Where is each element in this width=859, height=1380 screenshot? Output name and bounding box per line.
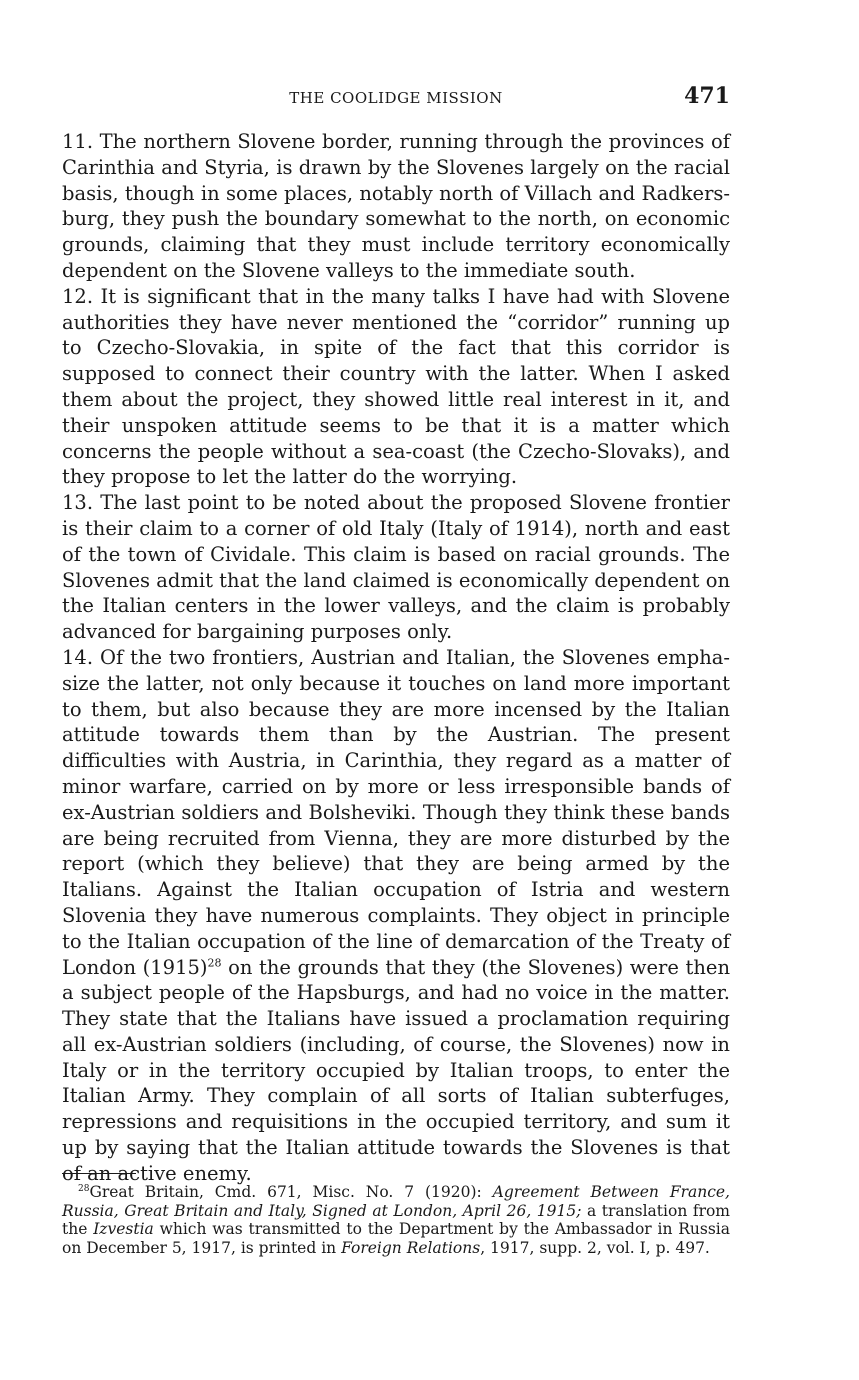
footnote-text-4: , 1917, supp. 2, vol. I, p. 497. [480, 1238, 710, 1257]
body-text [62, 129, 730, 1187]
page-header [62, 83, 730, 113]
footnote-divider [62, 1173, 136, 1174]
running-title: THE COOLIDGE MISSION [289, 89, 503, 107]
footnote-title-foreign-relations: Foreign Relations [341, 1238, 481, 1257]
paragraph-14 [62, 645, 730, 1187]
footnote-text-2: a translation from the [62, 1201, 731, 1238]
footnote-reference[interactable]: 28 [207, 956, 222, 969]
footnote-title-izvestia: Izvestia [93, 1220, 154, 1238]
footnote [62, 1183, 730, 1257]
footnote-marker: 28 [78, 1183, 90, 1194]
page-number: 471 [684, 83, 730, 109]
paragraph-11: 11. The northern Slovene border, running through the provinces of Carinthia and Styria, is drawn by the Slovenes largely on the racial basis, though in some places, notably north of Villach and Radkersburg, they push the boundary somewhat to the north, on economic grounds, claiming that they must include territory economically dependent on the Slovene valleys to the immediate south. [62, 130, 730, 282]
paragraph-12: 12. It is significant that in the many talks I have had with Slovene authorities they have never mentioned the “corridor” running up to Czecho-Slovakia, in spite of the fact that this corridor is supposed to connect their country with the latter. When I asked them about the project, they showed little real interest in it, and their unspoken attitude seems to be that it is a matter which concerns the people without a sea-coast (the Czecho-Slovaks), and they propose to let the latter do the worrying. [62, 284, 730, 489]
footnote-title-agreement: Agreement Between France, Russia, Great Britain and Italy, Signed at London, April 26, 1915; [62, 1183, 730, 1220]
paragraph-14-text-a: 14. Of the two frontiers, Austrian and Italian, the Slovenes emphasize the latter, not only because it touches on land more important to them, but also because they are more incensed by the Italian attitude towards them than by the Austrian. The present difficulties with Austria, in Carinthia, they regard as a matter of minor warfare, carried on by more or less irresponsible bands of ex-Austrian soldiers and Bolsheviki. Though they think these bands are being recruited from Vienna, they are more disturbed by the report (which they believe) that they are being armed by the Italians. Against the Italian occupation of Istria and western Slovenia they have numerous complaints. They object in principle to the Italian occupation of the line of demarcation of the Treaty of London (1915) [62, 645, 730, 979]
paragraph-14-text-b: on the grounds that they (the Slovenes) were then a subject people of the Hapsburgs, and had no voice in the matter. They state that the Italians have issued a proclamation requiring all ex-Austrian soldiers (including, of course, the Slovenes) now in Italy or in the territory occupied by Italian troops, to enter the Italian Army. They complain of all sorts of Italian subterfuges, repressions and requisitions in the occupied territory, and sum it up by saying that the Italian attitude towards the Slovenes is that of an active enemy. [62, 955, 730, 1185]
footnote-text-1: Great Britain, Cmd. 671, Misc. No. 7 (1920): [89, 1183, 493, 1201]
footnote-text-3: which was transmitted to the Department by the Ambassador in Russia on December 5, 1917, is printed in [62, 1220, 730, 1257]
paragraph-13: 13. The last point to be noted about the proposed Slovene frontier is their claim to a corner of old Italy (Italy of 1914), north and east of the town of Cividale. This claim is based on racial grounds. The Slovenes admit that the land claimed is economically dependent on the Italian centers in the lower valleys, and the claim is probably advanced for bargaining purposes only. [62, 491, 730, 644]
